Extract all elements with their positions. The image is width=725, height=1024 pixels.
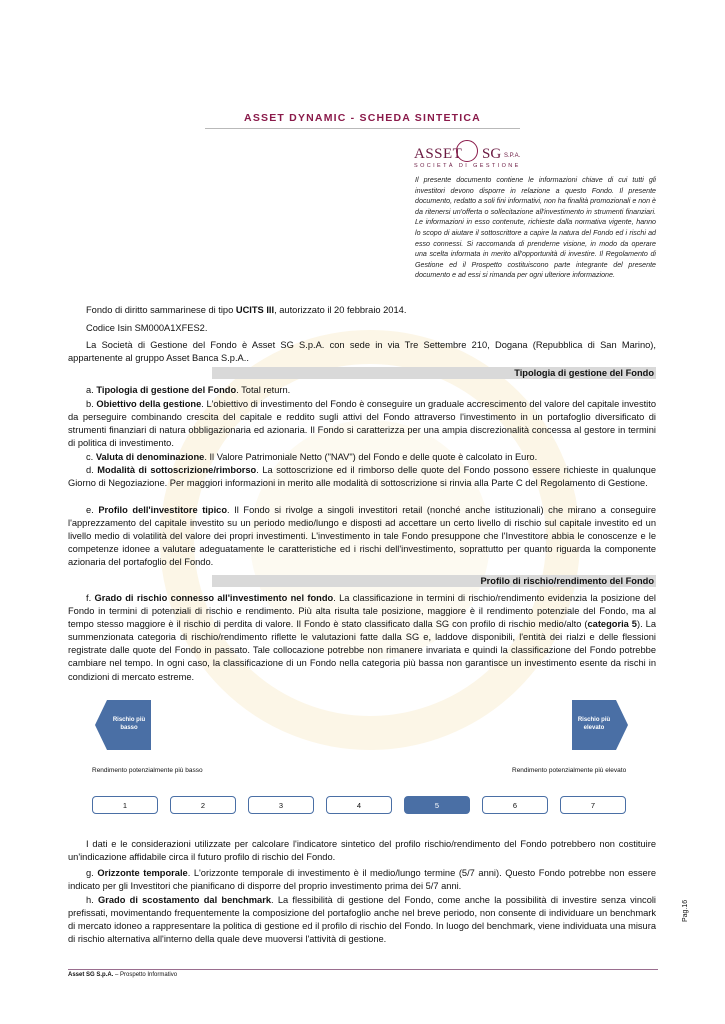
high-return-label: Rendimento potenzialmente più elevato <box>512 767 627 774</box>
item-c-text: . Il Valore Patrimoniale Netto ("NAV") del Fondo e delle quote è calcolato in Euro. <box>204 452 538 462</box>
fund-type-date: , autorizzato il 20 febbraio 2014. <box>274 305 407 315</box>
item-f-label: f. <box>86 593 92 603</box>
company-paragraph: La Società di Gestione del Fondo è Asset SG S.p.A. con sede in via Tre Settembre 210, Dogana (Repubblica di San Marino), appartenente al gruppo Asset Banca S.p.A.. <box>68 340 656 364</box>
item-b-label: b. <box>86 399 94 409</box>
item-e-title: Profilo dell'investitore tipico <box>98 505 228 515</box>
item-h <box>68 894 656 946</box>
item-d-title: Modalità di sottoscrizione/rimborso <box>97 465 257 475</box>
risk-level-3: 3 <box>248 796 314 814</box>
item-d-text: . La sottoscrizione ed il rimborso delle quote del Fondo possono essere richieste in qualunque Giorno di Negoziazione. Per maggiori informazioni in merito alle modalità di sottoscrizione si rinvia alla Parte C del Regolamento di Gestione. <box>68 465 656 489</box>
section-title-profilo: Profilo di rischio/rendimento del Fondo <box>480 576 654 586</box>
logo-subtitle: SOCIETÀ DI GESTIONE <box>414 163 521 169</box>
high-risk-arrow <box>572 700 624 746</box>
item-h-text: . La flessibilità di gestione del Fondo, come anche la possibilità di investire senza vincoli prefissati, movimentando frequentemente la composizione del portafoglio anche nel breve periodo, non consente di individuare un benchmark di mercato idoneo a rappresentare la politica di gestione ed il profilo di rischio del Fondo. In luogo del benchmark, viene individuata una misura di rischio alternativa all'interno della quale deve muoversi l'attività di gestione. <box>68 895 656 945</box>
item-b-text: . L'obiettivo di investimento del Fondo è conseguire un graduale accrescimento del valore del capitale investito da perseguire combinando crescita del capitale e reddito sugli attivi del Fondo attraverso l'investimento in un portafoglio diversificato di strumenti finanziari di natura obbligazionaria ed azionaria. Il Fondo si caratterizza per una ampia discrezionalità concessa al gestore in termini di politica di investimento. <box>68 399 656 449</box>
risk-note: I dati e le considerazioni utilizzate per calcolare l'indicatore sintetico del profilo rischio/rendimento del Fondo potrebbero non costituire un'indicazione affidabile circa il futuro profilo di rischio del Fondo. <box>68 839 656 863</box>
title-divider <box>205 128 520 129</box>
footer-doc-title: – Prospetto Informativo <box>113 972 178 978</box>
logo-emblem-icon <box>456 140 478 162</box>
section-header-profilo <box>212 575 656 587</box>
low-return-label: Rendimento potenzialmente più basso <box>92 767 203 774</box>
section-header-tipologia <box>212 367 656 379</box>
item-f-title: Grado di rischio connesso all'investimento nel fondo <box>94 593 334 603</box>
risk-level-5: 5 <box>404 796 470 814</box>
item-g-label: g. <box>86 868 94 878</box>
footer-divider <box>68 969 658 970</box>
item-e <box>68 504 656 569</box>
fund-type-paragraph <box>68 304 656 317</box>
risk-level-1: 1 <box>92 796 158 814</box>
logo-spa-text: S.P.A. <box>504 153 521 159</box>
item-f-text-1: . La classificazione in termini di rischio/rendimento evidenzia la posizione del Fondo in termini di potenziali di rischio e rendimento. Più alta risulta tale posizione, maggiore è il rendimento potenziale del Fondo, ma al tempo stesso maggiore è il rischio di perdita di valore. Il Fondo è stato classificato dalla SG con profilo di rischio medio/alto ( <box>68 593 656 630</box>
footer <box>68 972 177 978</box>
item-b-title: Obiettivo della gestione <box>96 399 202 409</box>
item-a-title: Tipologia di gestione del Fondo <box>96 385 237 395</box>
item-f-category: categoria 5 <box>587 619 637 630</box>
item-b <box>68 398 656 450</box>
item-a-label: a. <box>86 385 94 395</box>
item-c-title: Valuta di denominazione <box>95 452 205 462</box>
item-f <box>68 592 656 684</box>
item-f-text-2: ). La summenzionata categoria di rischio/rendimento riflette le valutazioni fatte dalla SG e, laddove disponibili, l'entità dei rialzi e delle flessioni registrate dalle quote del Fondo in passato. Tale collocazione potrebbe non rimanere invariata e quindi la classificazione del Fondo potrebbe cambiare nel tempo. In ogni caso, la classificazione di un Fondo nella categoria più bassa non garantisce un investimento esente da rischi in condizioni di mercato estreme. <box>68 619 656 682</box>
item-e-text: . Il Fondo si rivolge a singoli investitori retail (nonché anche istituzionali) che mirano a conseguire l'apprezzamento del capitale investito su un periodo medio/lungo e disposti ad accettare un certo livello di rischio sul capitale investito ed un livello medio di volatilità del valore dei propri investimenti. L'investimento in tale Fondo presuppone che l'Investitore abbia le conoscenze e le competenze idonee a valutare adeguatamente le caratteristiche ed i rischi dell'investimento, soprattutto per quanto riguarda la componente azionaria del portafoglio del Fondo. <box>68 505 657 568</box>
item-g-text: . L'orizzonte temporale di investimento è il medio/lungo termine (5/7 anni). Questo Fondo potrebbe non essere indicato per gli Investitori che pianificano di disporre del proprio investimento prima dei 5/7 anni. <box>68 868 656 892</box>
logo-asset-text: ASSET <box>414 146 463 162</box>
item-d-label: d. <box>86 465 94 475</box>
logo-sg-text: SG <box>482 146 502 162</box>
low-risk-arrow <box>95 700 147 746</box>
item-e-label: e. <box>86 505 94 515</box>
item-h-label: h. <box>86 895 94 905</box>
risk-level-2: 2 <box>170 796 236 814</box>
high-risk-label: Rischio più elevato <box>577 717 611 731</box>
low-risk-label: Rischio più basso <box>112 717 146 731</box>
section-title-tipologia: Tipologia di gestione del Fondo <box>514 368 654 378</box>
risk-level-6: 6 <box>482 796 548 814</box>
risk-level-7: 7 <box>560 796 626 814</box>
company-logo <box>414 140 534 174</box>
item-d <box>68 464 656 490</box>
footer-company: Asset SG S.p.A. <box>68 972 114 978</box>
item-h-title: Grado di scostamento dal benchmark <box>98 895 272 905</box>
page-title: ASSET DYNAMIC - SCHEDA SINTETICA <box>244 112 481 124</box>
item-c <box>68 451 656 464</box>
risk-scale <box>92 796 632 816</box>
risk-level-4: 4 <box>326 796 392 814</box>
item-a <box>68 384 656 397</box>
item-a-text: . Total return. <box>236 385 291 395</box>
page-number: Pag.16 <box>682 899 689 922</box>
item-c-label: c. <box>86 452 94 462</box>
item-g-title: Orizzonte temporale <box>97 868 188 878</box>
fund-type-ucits: UCITS III <box>235 305 275 315</box>
disclaimer-text: Il presente documento contiene le informazioni chiave di cui tutti gli investitori devono disporre in relazione a questo Fondo. Il presente documento, redatto a soli fini informativi, non ha finalità promozionali e non è da ritenersi un'offerta o sollecitazione all'investimento in strumenti finanziari. Le informazioni in esso contenute, richieste dalla normativa vigente, hanno lo scopo di aiutare il sottoscrittore a capire la natura del Fondo ed i rischi ad esso connessi. Si raccomanda di prenderne visione, in modo da operare una scelta informata in merito all'opportunità di investire. Il Regolamento di Gestione ed il Prospetto costituiscono parte integrante del presente documento e ad essi si rimanda per ogni ulteriore informazione. <box>415 176 656 280</box>
fund-type-text: Fondo di diritto sammarinese di tipo <box>86 305 236 315</box>
isin-paragraph: Codice Isin SM000A1XFES2. <box>86 323 208 333</box>
item-g <box>68 867 656 893</box>
